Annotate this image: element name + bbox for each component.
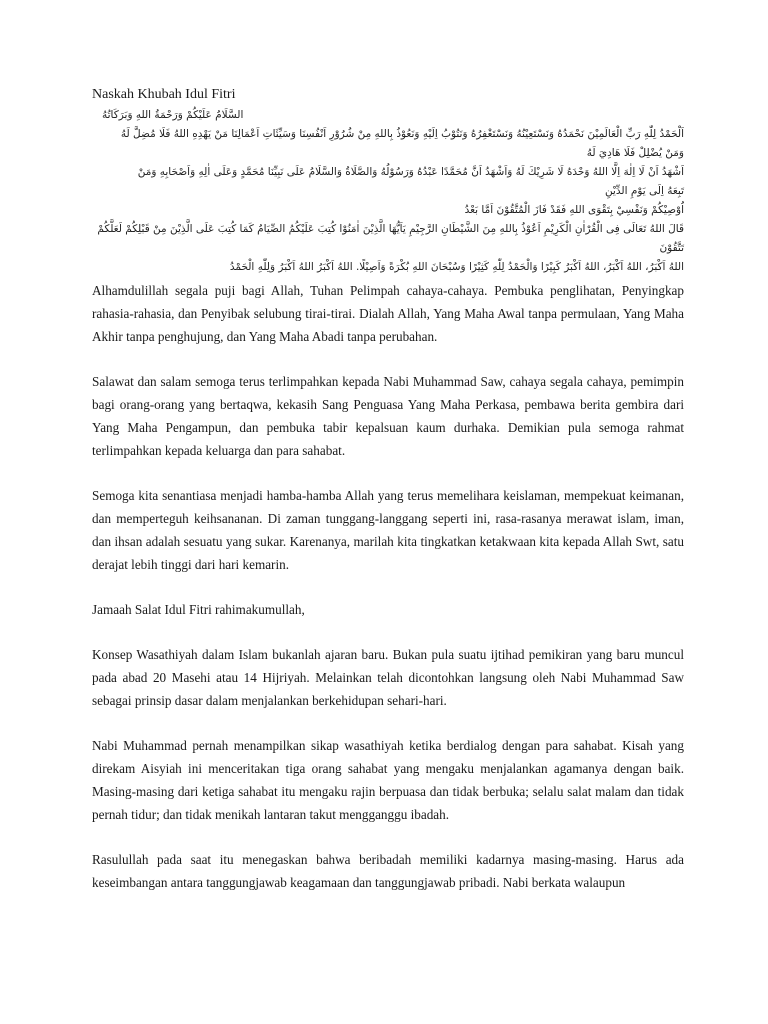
arabic-opening: [92, 106, 684, 277]
arabic-line-1: السَّلَامُ عَلَيْكُمْ وَرَحْمَةُ اللهِ وَبَرَكَاتُهُ: [102, 109, 244, 121]
arabic-line-9: اللهُ اَكْبَرُ، اللهُ اَكْبَرُ، اللهُ اَكْبَرُ كَبِيْرًا وَالْحَمْدُ لِلّٰهِ كَثِيْرًا وَسُبْحَانَ اللهِ بُكْرَةً وَاَصِيْلًا. اللهُ اَكْبَرُ اللهُ اَكْبَرُ وَلِلّٰهِ الْحَمْدُ: [229, 261, 684, 273]
arabic-line-5: تَبِعَهُ اِلَى يَوْمِ الدِّيْنِ: [604, 185, 684, 197]
paragraph-wasathiyah: Konsep Wasathiyah dalam Islam bukanlah ajaran baru. Bukan pula suatu ijtihad pemikiran yang baru muncul pada abad 20 Masehi atau 14 Hijriyah. Melainkan telah dicontohkan langsung oleh Nabi Muhammad Saw sebagai prinsip dasar dalam menjalankan berkehidupan sehari-hari.: [92, 647, 684, 708]
arabic-line-7: قَالَ اللهُ تَعَالَى فِى الْقُرْاٰنِ الْكَرِيْمِ اَعُوْذُ بِاللهِ مِنَ الشَّيْطَانِ الرَّجِيْمِ يَاَيُّهَا الَّذِيْنَ اٰمَنُوْا كُتِبَ عَلَيْكُمُ الصِّيَامُ كَمَا كُتِبَ عَلَى الَّذِيْنَ مِنْ قَبْلِكُمْ لَعَلَّكُمْ: [97, 223, 684, 235]
arabic-line-2: اَلْحَمْدُ لِلّٰهِ رَبِّ الْعَالَمِيْنَ نَحْمَدُهُ وَنَسْتَعِيْنُهُ وَنَسْتَغْفِرُهُ وَنَتُوْبُ اِلَيْهِ وَنَعُوْذُ بِاللهِ مِنْ شُرُوْرِ اَنْفُسِنَا وَسَيِّئَاتِ اَعْمَالِنَا مَنْ يَهْدِهِ اللهُ فَلَا مُضِلَّ لَهُ: [120, 128, 684, 140]
arabic-line-4: اَشْهَدُ اَنْ لَا اِلٰهَ اِلَّا اللهُ وَحْدَهُ لَا شَرِيْكَ لَهُ وَاَشْهَدُ اَنَّ مُحَمَّدًا عَبْدُهُ وَرَسُوْلُهُ وَالصَّلَاةُ وَالسَّلَامُ عَلَى نَبِيِّنَا مُحَمَّدٍ وَعَلَى اٰلِهِ وَاَصْحَابِهِ وَمَنْ: [137, 166, 684, 178]
arabic-line-8: تَتَّقُوْنَ: [659, 242, 684, 254]
paragraph-rasulullah: Rasulullah pada saat itu menegaskan bahwa beribadah memiliki kadarnya masing-masing. Harus ada keseimbangan antara tanggungjawab keagamaan dan tanggungjawab pribadi. Nabi berkata walaupun: [92, 852, 684, 890]
paragraph-greeting: Jamaah Salat Idul Fitri rahimakumullah,: [92, 602, 305, 617]
paragraph-story: Nabi Muhammad pernah menampilkan sikap wasathiyah ketika berdialog dengan para sahabat. Kisah yang direkam Aisyiah ini menceritakan tiga orang sahabat yang mengaku menjalankan agamanya dengan baik. Masing-masing dari ketiga sahabat itu mengaku rajin berpuasa dan tidak berbuka; selalu salat malam dan tidak pernah tidur; dan tidak menikah lantaran takut mengganggu ibadah.: [92, 738, 684, 822]
paragraph-taqwa: Semoga kita senantiasa menjadi hamba-hamba Allah yang terus memelihara keislaman, mempekuat keimanan, dan memperteguh keihsananan. Di zaman tunggang-langgang seperti ini, rasa-rasanya merawat islam, iman, dan ihsan adalah sesuatu yang sukar. Karenanya, marilah kita tingkatkan ketakwaan kita kepada Allah Swt, satu derajat lebih tinggi dari hari kemarin.: [92, 488, 684, 572]
arabic-line-6: اُوْصِيْكُمْ وَنَفْسِيْ بِتَقْوَى اللهِ فَقَدْ فَازَ الْمُتَّقُوْنَ اَمَّا بَعْدُ: [464, 204, 684, 216]
arabic-salam-line: [92, 106, 684, 125]
document-title: Naskah Khubah Idul Fitri: [92, 87, 236, 102]
paragraph-salawat: Salawat dan salam semoga terus terlimpahkan kepada Nabi Muhammad Saw, cahaya segala cahaya, pemimpin bagi orang-orang yang bertaqwa, kekasih Sang Penguasa Yang Maha Perkasa, pembawa berita gembira dari Yang Maha Pengampun, dan pembuka tabir kepalsuan kaum durhaka. Demikian pula semoga rahmat terlimpahkan kepada keluarga dan para sahabat.: [92, 374, 684, 458]
document-body: [92, 86, 684, 916]
paragraph-opening-praise: Alhamdulillah segala puji bagi Allah, Tuhan Pelimpah cahaya-cahaya. Pembuka penglihatan, Penyingkap rahasia-rahasia, dan Penyibak selubung tirai-tirai. Dialah Allah, Yang Maha Awal tanpa permulaan, Yang Maha Akhir tanpa penghujung, dan Yang Maha Abadi tanpa perubahan.: [92, 283, 684, 344]
arabic-line-3: وَمَنْ يُضْلِلْ فَلَا هَادِيَ لَهُ: [586, 147, 684, 159]
